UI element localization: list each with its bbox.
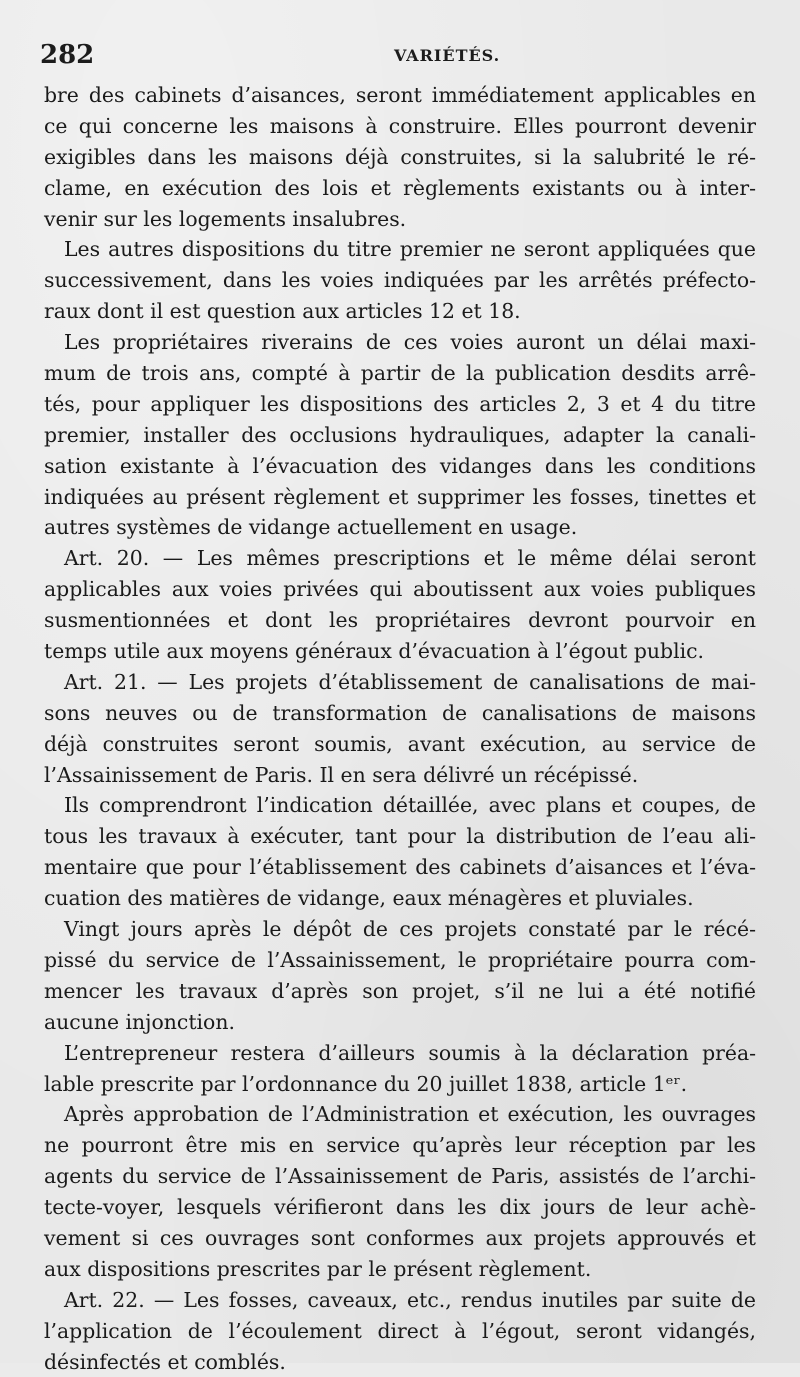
text-line: mencer les travaux d’après son projet, s’il ne lui a été notifié [44, 978, 756, 1003]
text-line: sons neuves ou de transformation de canalisations de maisons [44, 700, 756, 725]
text-line: Après approbation de l’Administration et exécution, les ouvrages [64, 1102, 756, 1127]
text-line: indiquées au présent règlement et supprimer les fosses, tinettes et [44, 484, 756, 509]
text-line: aucune injonction. [44, 1009, 235, 1034]
text-line: successivement, dans les voies indiquées par les arrêtés préfecto- [44, 268, 756, 293]
text-line: cuation des matières de vidange, eaux ménagères et pluviales. [44, 886, 694, 911]
text-line: tecte-voyer, lesquels vérifieront dans les dix jours de leur achè- [44, 1195, 756, 1220]
text-line: sation existante à l’évacuation des vidanges dans les conditions [44, 453, 756, 478]
text-line: Art. 21. — Les projets d’établissement de canalisations de mai- [64, 669, 756, 694]
text-line: applicables aux voies privées qui aboutissent aux voies publiques [44, 577, 756, 602]
text-line: désinfectés et comblés. [44, 1349, 286, 1374]
text-line: Art. 22. — Les fosses, caveaux, etc., rendus inutiles par suite de [64, 1287, 756, 1312]
page-header [40, 40, 760, 74]
text-line: Les autres dispositions du titre premier ne seront appliquées que [64, 237, 756, 262]
text-line: venir sur les logements insalubres. [44, 206, 407, 231]
text-line: lable prescrite par l’ordonnance du 20 juillet 1838, article 1ᵉʳ. [44, 1071, 688, 1096]
text-line: Art. 20. — Les mêmes prescriptions et le même délai seront [64, 546, 756, 571]
text-line: L’entrepreneur restera d’ailleurs soumis à la déclaration préa- [64, 1040, 756, 1065]
text-line: mentaire que pour l’établissement des cabinets d’aisances et l’éva- [44, 855, 756, 880]
text-line: pissé du service de l’Assainissement, le propriétaire pourra com- [44, 947, 756, 972]
page-number: 282 [40, 40, 95, 70]
text-line: bre des cabinets d’aisances, seront immédiatement applicables en [44, 83, 756, 107]
text-line: exigibles dans les maisons déjà construites, si la salubrité le ré- [44, 144, 756, 169]
running-head: VARIÉTÉS. [394, 46, 501, 65]
text-line: l’Assainissement de Paris. Il en sera délivré un récépissé. [44, 762, 639, 787]
text-line: Les propriétaires riverains de ces voies auront un délai maxi- [64, 330, 756, 355]
text-line: raux dont il est question aux articles 12 et 18. [44, 299, 521, 324]
text-line: aux dispositions prescrites par le présent règlement. [44, 1256, 592, 1281]
body-text [44, 80, 756, 1377]
text-line: autres systèmes de vidange actuellement en usage. [44, 515, 578, 540]
text-line: tous les travaux à exécuter, tant pour la distribution de l’eau ali- [44, 824, 756, 849]
text-line: déjà construites seront soumis, avant exécution, au service de [44, 731, 756, 756]
text-line: premier, installer des occlusions hydrauliques, adapter la canali- [44, 422, 756, 447]
text-line: Vingt jours après le dépôt de ces projets constaté par le récé- [64, 917, 756, 942]
text-line: tés, pour appliquer les dispositions des articles 2, 3 et 4 du titre [44, 391, 756, 416]
text-line: mum de trois ans, compté à partir de la publication desdits arrê- [44, 361, 756, 386]
text-line: vement si ces ouvrages sont conformes aux projets approuvés et [44, 1225, 756, 1250]
text-line: ce qui concerne les maisons à construire. Elles pourront devenir [44, 113, 756, 138]
text-line: l’application de l’écoulement direct à l’égout, seront vidangés, [44, 1318, 756, 1343]
text-line: agents du service de l’Assainissement de Paris, assistés de l’archi- [44, 1164, 756, 1189]
text-line: ne pourront être mis en service qu’après leur réception par les [44, 1133, 756, 1158]
text-line: clame, en exécution des lois et règlements existants ou à inter- [44, 175, 756, 200]
text-line: temps utile aux moyens généraux d’évacuation à l’égout public. [44, 639, 705, 664]
text-line: susmentionnées et dont les propriétaires devront pourvoir en [44, 608, 756, 633]
text-line: Ils comprendront l’indication détaillée, avec plans et coupes, de [64, 793, 756, 818]
